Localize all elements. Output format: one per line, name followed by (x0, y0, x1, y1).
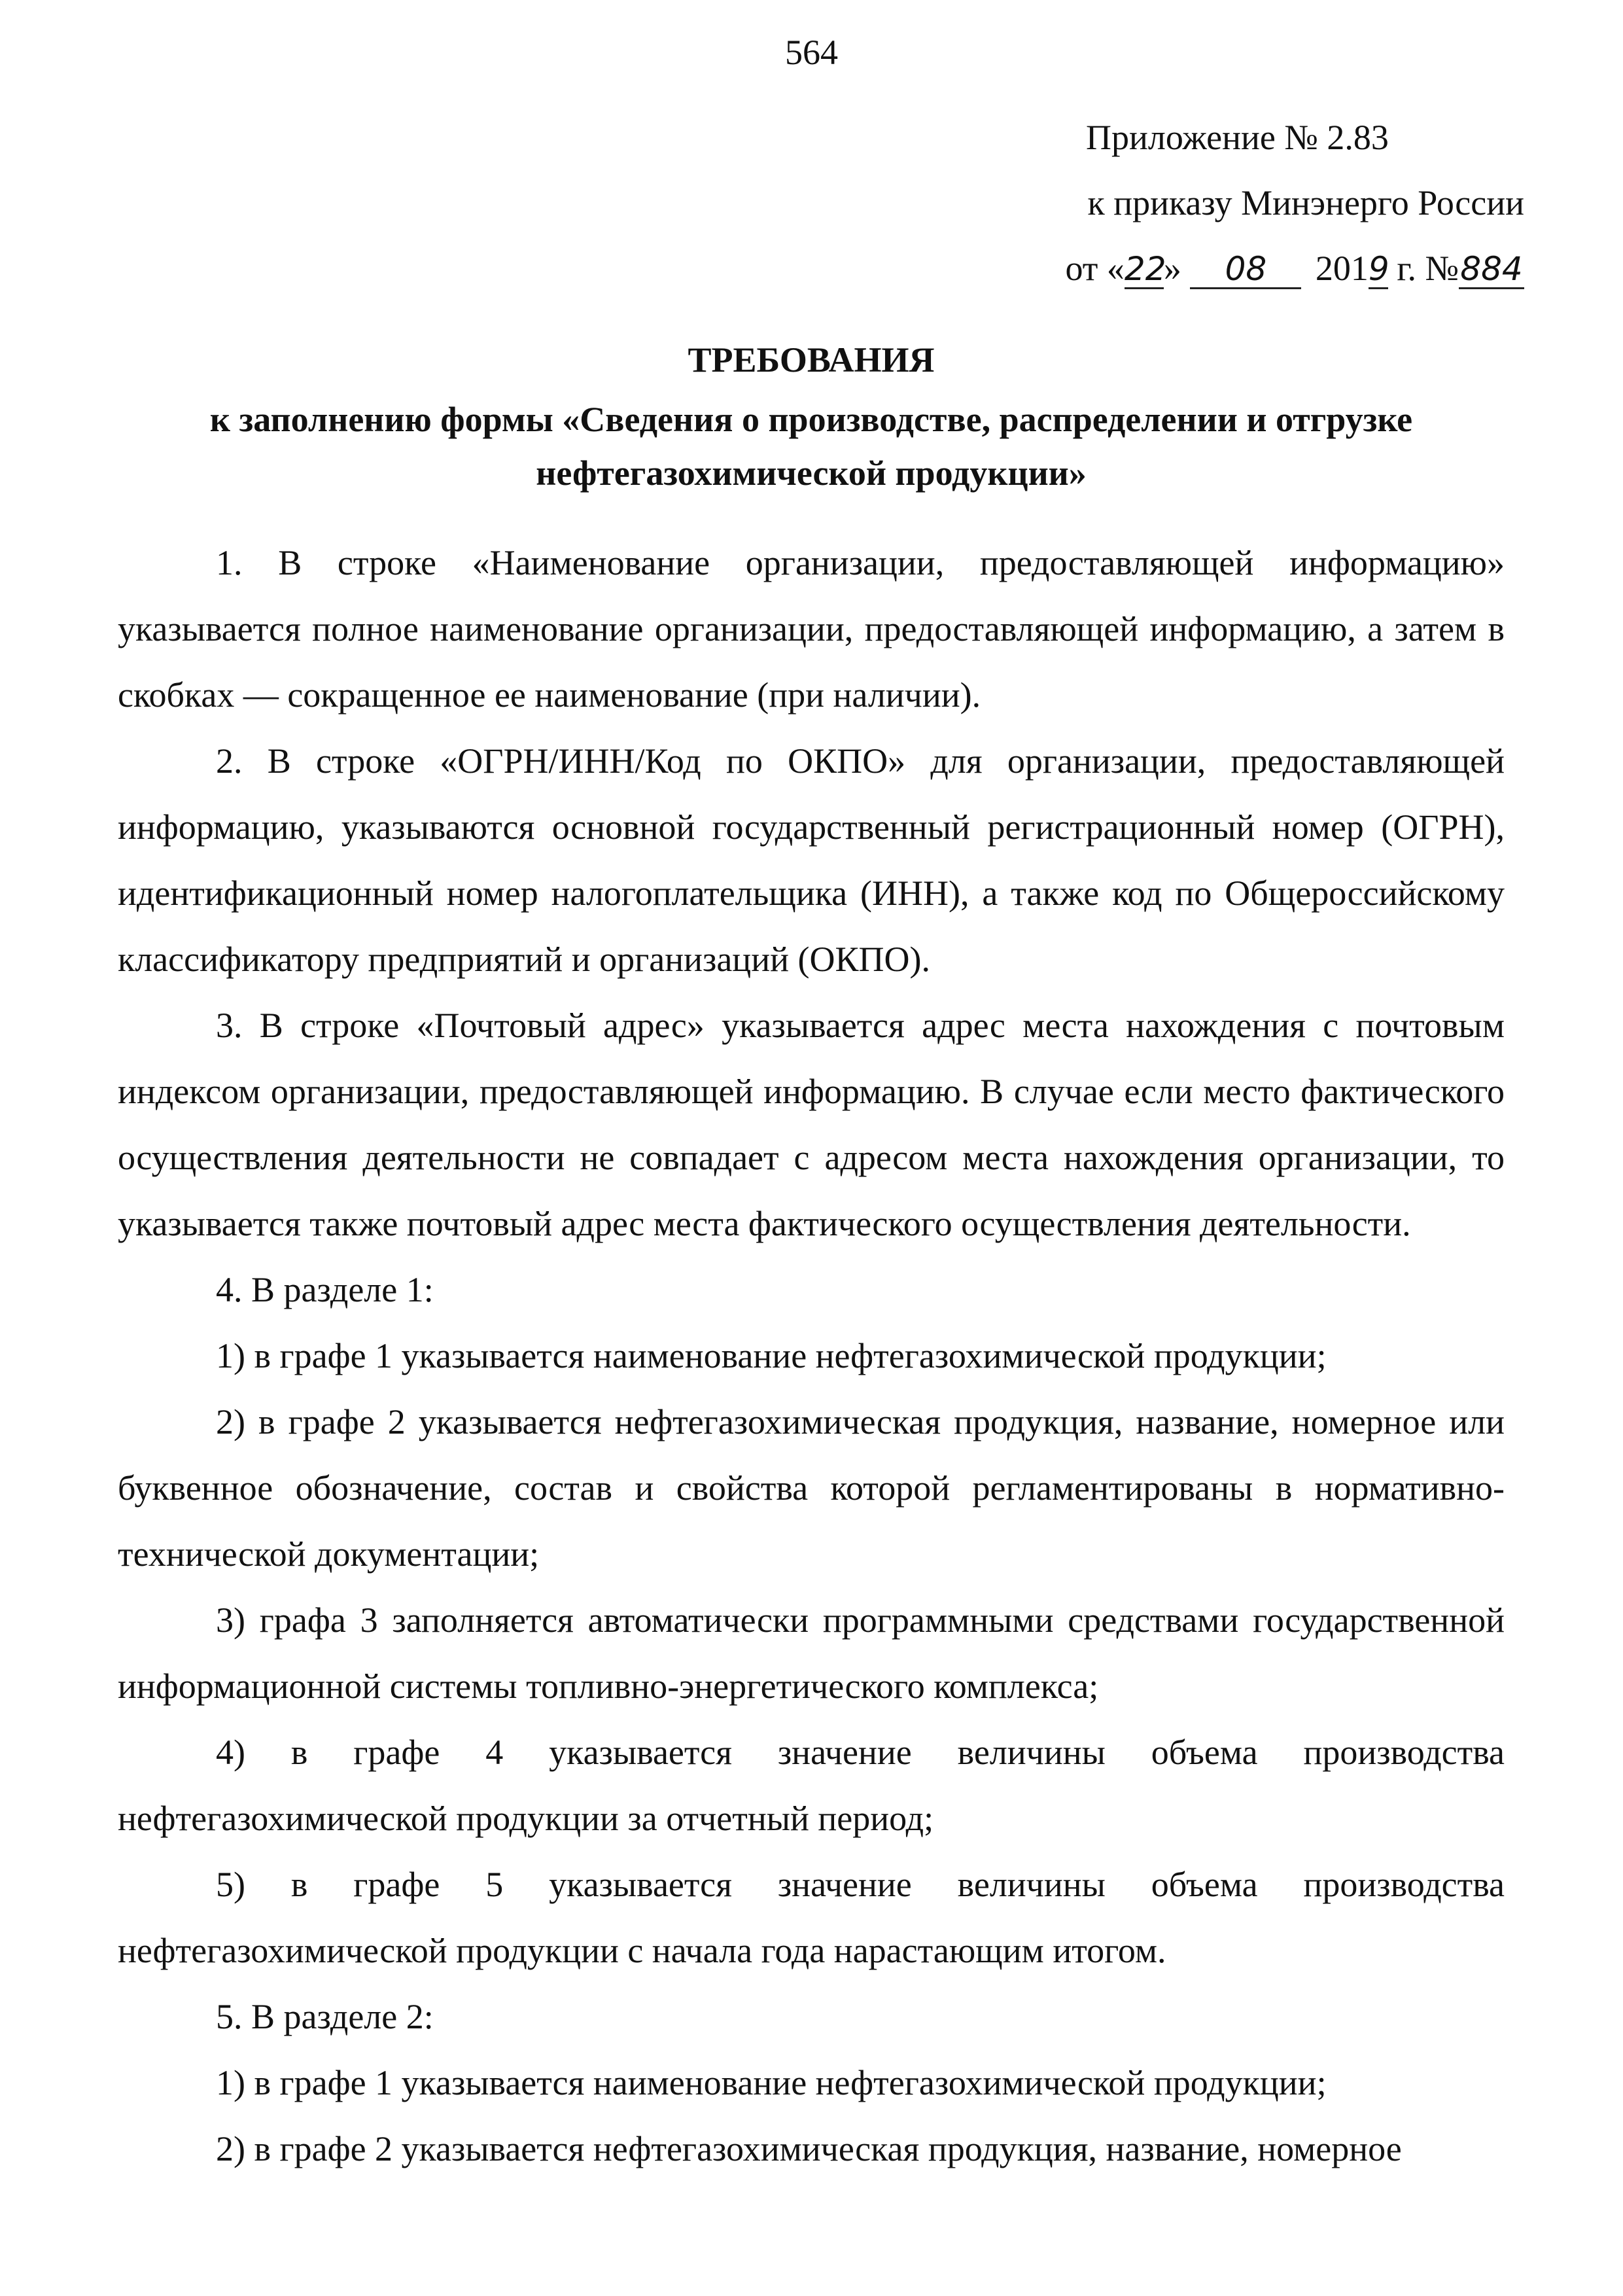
document-body (118, 530, 1505, 2182)
paragraph-3: 3. В строке «Почтовый адрес» указывается адрес места нахождения с почтовым индексом организации, предоставляющей информацию. В случае если место фактического осуществления деятельности не совпадает с адресом места нахождения организации, то указывается также почтовый адрес места фактического осуществления деятельности. (118, 1006, 1505, 1243)
document-title (118, 327, 1505, 500)
order-number-handwritten: 884 (1459, 251, 1524, 289)
paragraph-5: 5. В разделе 2: (216, 1997, 434, 2036)
paragraph-4-item-4: 4) в графе 4 указывается значение величины объема производства нефтегазохимической продукции за отчетный период; (118, 1733, 1505, 1838)
year-suffix: г. № (1387, 249, 1459, 288)
appendix-header (1001, 105, 1524, 301)
date-mid: » (1163, 249, 1181, 288)
paragraph-4: 4. В разделе 1: (216, 1270, 434, 1309)
year-prefix: 201 (1315, 249, 1369, 288)
appendix-order-ref: к приказу Минэнерго России (1087, 183, 1524, 222)
date-prefix: от « (1065, 249, 1125, 288)
title-subtitle-line2: нефтегазохимической продукции» (536, 453, 1087, 493)
paragraph-2: 2. В строке «ОГРН/ИНН/Код по ОКПО» для организации, предоставляющей информацию, указываются основной государственный регистрационный номер (ОГРН), идентификационный номер налогоплательщика (ИНН), а также код по Общероссийскому классификатору предприятий и организаций (ОКПО). (118, 741, 1505, 979)
year-digit-handwritten: 9 (1368, 250, 1389, 288)
paragraph-4-item-1: 1) в графе 1 указывается наименование нефтегазохимической продукции; (216, 1336, 1327, 1375)
title-heading: ТРЕБОВАНИЯ (688, 340, 935, 380)
paragraph-5-item-1: 1) в графе 1 указывается наименование нефтегазохимической продукции; (216, 2063, 1327, 2102)
page-number: 564 (785, 33, 838, 72)
appendix-date-line (1001, 236, 1524, 301)
paragraph-4-item-5: 5) в графе 5 указывается значение величины объема производства нефтегазохимической продукции с начала года нарастающим итогом. (118, 1865, 1505, 1970)
paragraph-4-item-2: 2) в графе 2 указывается нефтегазохимическая продукция, название, номерное или буквенное обозначение, состав и свойства которой регламентированы в нормативно-технической документации; (118, 1402, 1505, 1574)
appendix-title: Приложение № 2.83 (1086, 118, 1389, 157)
date-day-handwritten: 22 (1124, 250, 1166, 288)
paragraph-5-item-2: 2) в графе 2 указывается нефтегазохимическая продукция, название, номерное (216, 2129, 1402, 2168)
paragraph-4-item-3: 3) графа 3 заполняется автоматически программными средствами государственной информационной системы топливно-энергетического комплекса; (118, 1600, 1505, 1706)
paragraph-1: 1. В строке «Наименование организации, предоставляющей информацию» указывается полное наименование организации, предоставляющей информацию, а затем в скобках — сокращенное ее наименование (при наличии). (118, 543, 1505, 715)
title-subtitle-line1: к заполнению формы «Сведения о производстве, распределении и отгрузке (209, 400, 1413, 439)
date-month-handwritten: 08 (1190, 251, 1301, 289)
